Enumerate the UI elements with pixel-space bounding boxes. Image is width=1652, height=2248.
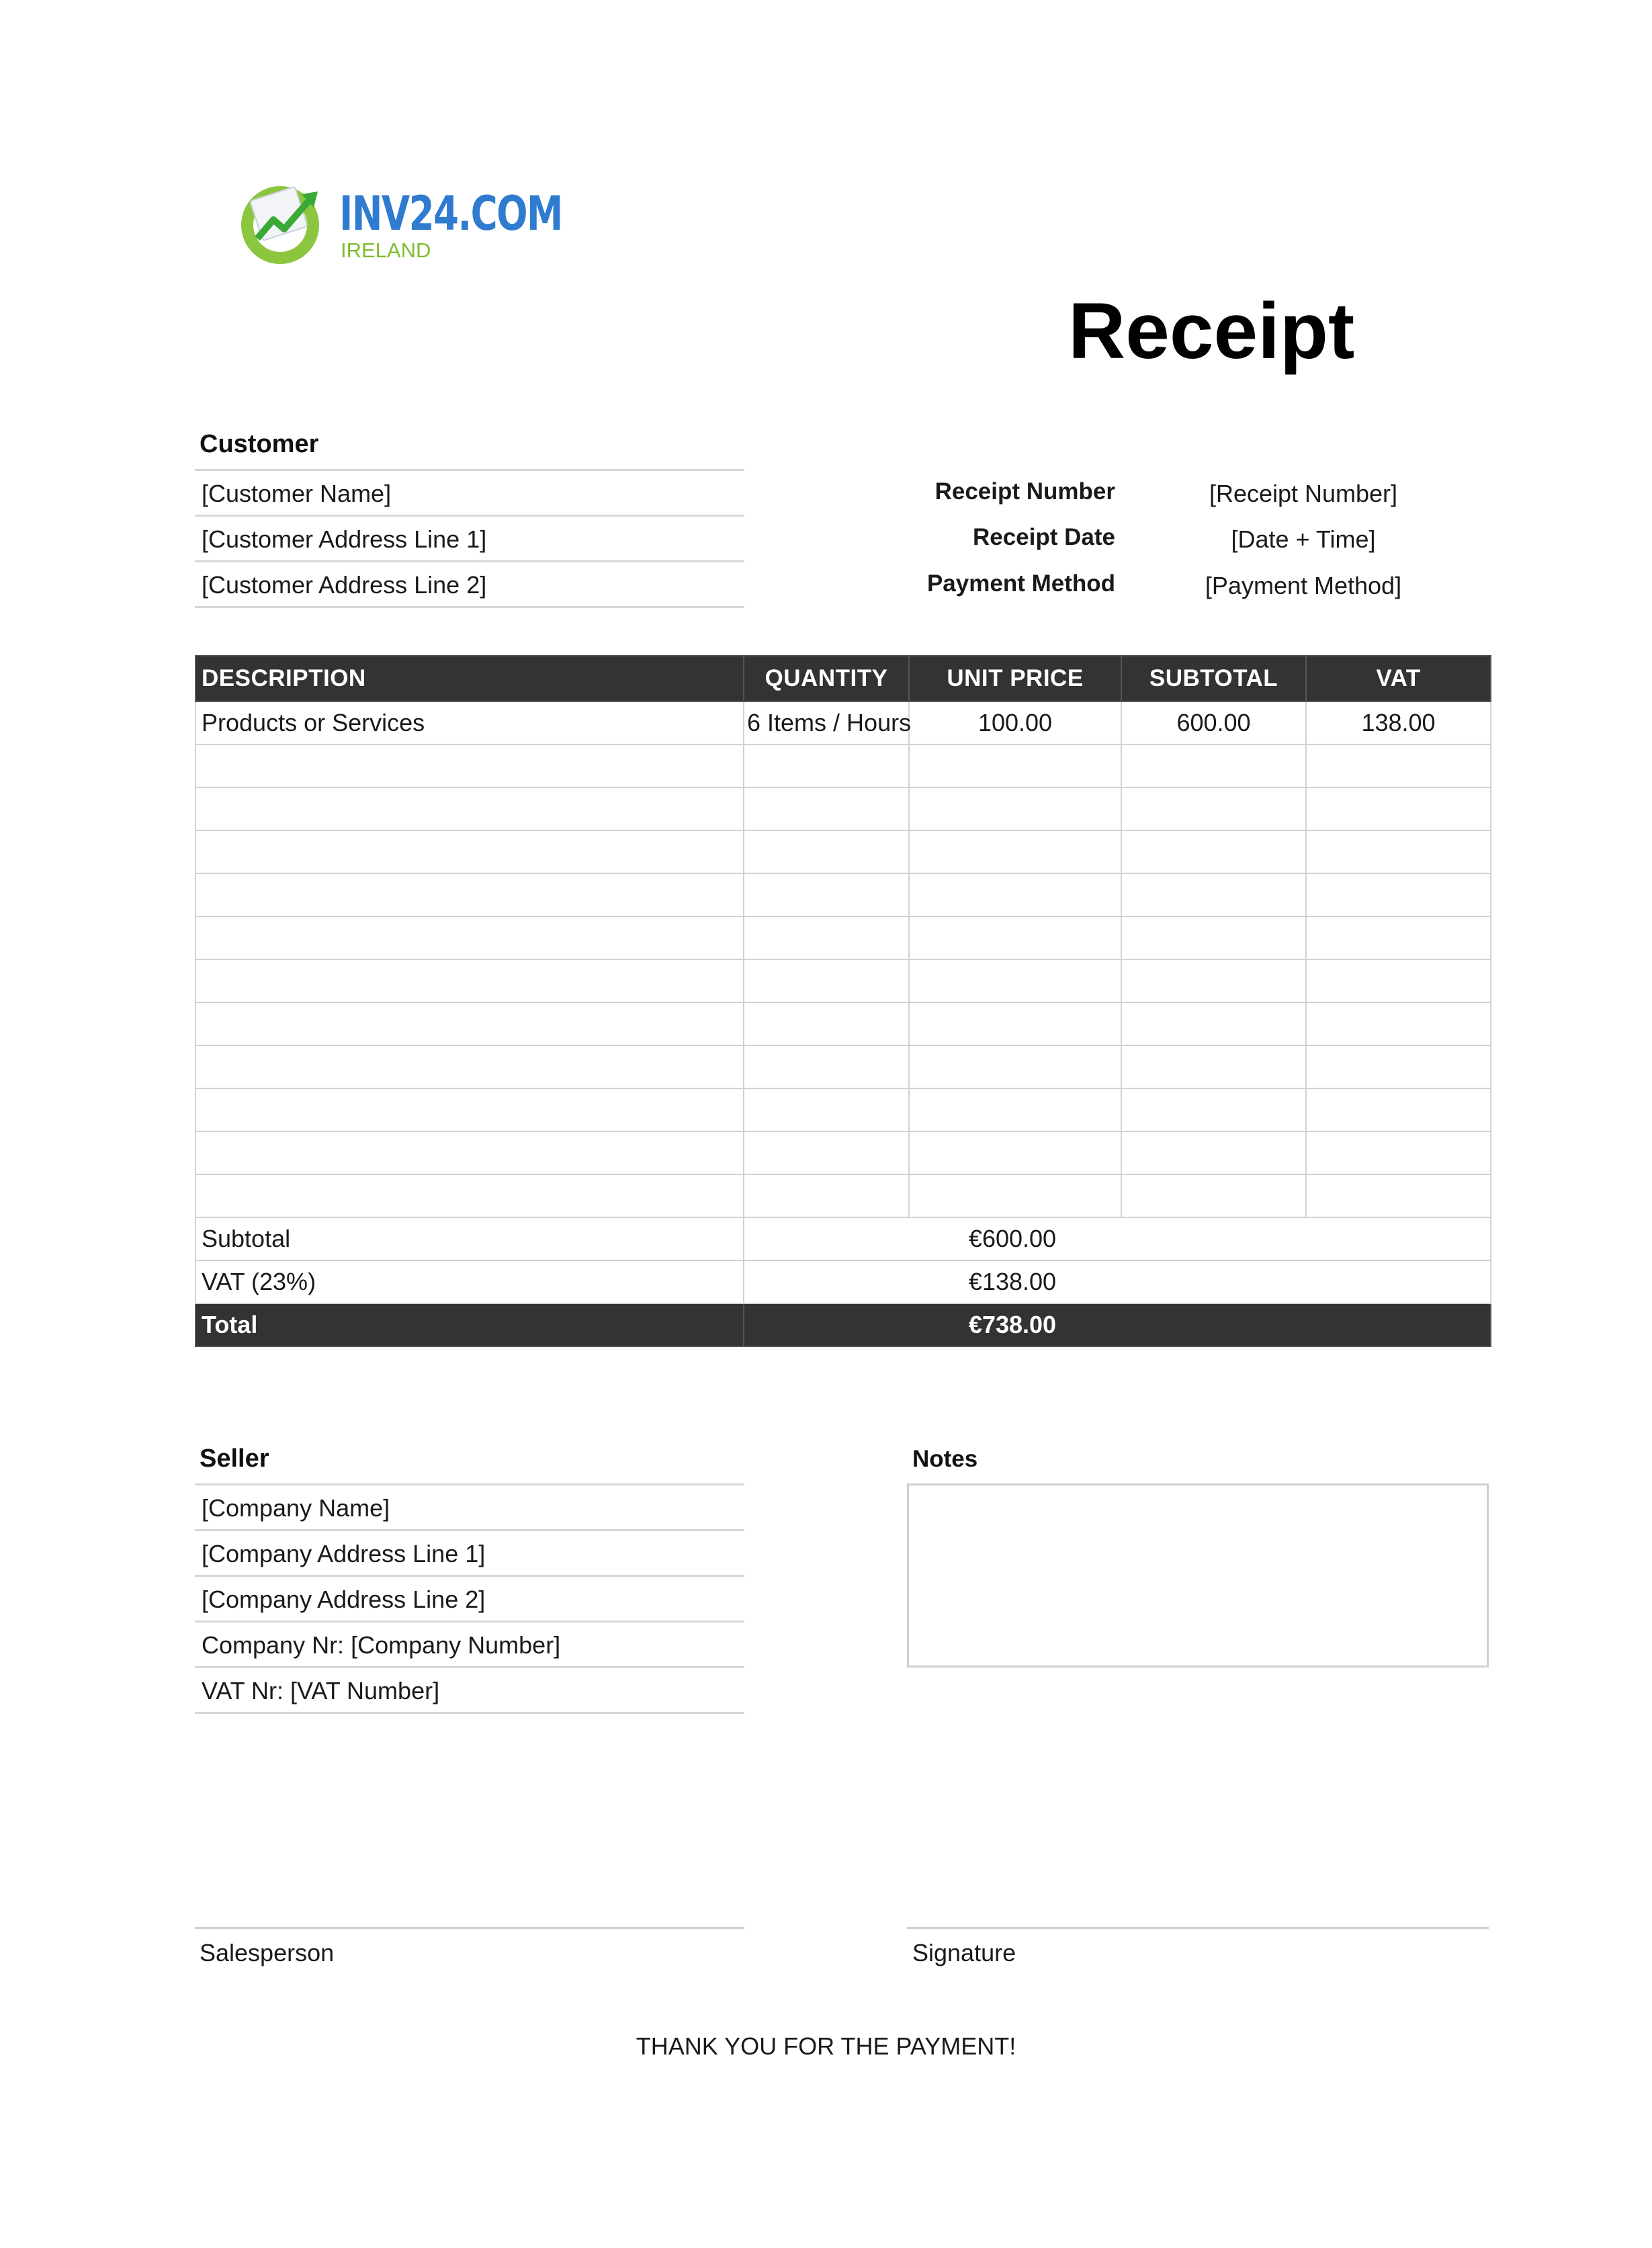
empty-cell bbox=[1121, 1045, 1306, 1088]
header-unit-price: UNIT PRICE bbox=[909, 656, 1121, 701]
signature-label: Signature bbox=[912, 1939, 1016, 1966]
total-value: €738.00 bbox=[744, 1303, 1491, 1346]
empty-row bbox=[195, 787, 1491, 830]
header-description: DESCRIPTION bbox=[195, 656, 744, 701]
seller-heading: Seller bbox=[200, 1444, 269, 1473]
empty-cell bbox=[1121, 830, 1306, 873]
empty-cell bbox=[909, 744, 1121, 787]
total-label: Total bbox=[195, 1303, 744, 1346]
receipt-number-label: Receipt Number bbox=[934, 478, 1115, 505]
empty-cell bbox=[744, 916, 909, 959]
seller-company-name: [Company Name] bbox=[195, 1485, 744, 1531]
empty-cell bbox=[909, 1174, 1121, 1217]
empty-cell bbox=[1306, 1045, 1491, 1088]
page-title: Receipt bbox=[1068, 287, 1355, 376]
empty-cell bbox=[909, 916, 1121, 959]
customer-address-line-1: [Customer Address Line 1] bbox=[195, 517, 744, 562]
header-vat: VAT bbox=[1306, 656, 1491, 701]
empty-cell bbox=[1306, 1088, 1491, 1131]
logo-subtitle: IRELAND bbox=[341, 239, 431, 262]
salesperson-label: Salesperson bbox=[200, 1939, 335, 1966]
empty-cell bbox=[1306, 1174, 1491, 1217]
empty-cell bbox=[1121, 744, 1306, 787]
notes-box[interactable] bbox=[907, 1483, 1489, 1668]
empty-cell bbox=[195, 1088, 744, 1131]
total-row bbox=[195, 1303, 1491, 1346]
empty-row bbox=[195, 1131, 1491, 1174]
empty-cell bbox=[195, 1045, 744, 1088]
empty-cell bbox=[744, 1131, 909, 1174]
subtotal-row bbox=[195, 1217, 1491, 1260]
item-vat: 138.00 bbox=[1306, 701, 1491, 744]
empty-cell bbox=[195, 1174, 744, 1217]
customer-heading: Customer bbox=[200, 430, 319, 458]
receipt-date-label: Receipt Date bbox=[972, 524, 1115, 550]
empty-cell bbox=[909, 1088, 1121, 1131]
payment-method-label: Payment Method bbox=[926, 570, 1115, 597]
item-subtotal: 600.00 bbox=[1121, 701, 1306, 744]
empty-cell bbox=[744, 1045, 909, 1088]
payment-method-value: [Payment Method] bbox=[1205, 572, 1402, 599]
empty-row bbox=[195, 744, 1491, 787]
empty-row bbox=[195, 959, 1491, 1002]
empty-cell bbox=[1306, 1131, 1491, 1174]
receipt-number-value: [Receipt Number] bbox=[1209, 480, 1398, 507]
notes-heading: Notes bbox=[912, 1446, 978, 1472]
empty-cell bbox=[909, 873, 1121, 916]
empty-row bbox=[195, 873, 1491, 916]
empty-cell bbox=[744, 1002, 909, 1045]
empty-cell bbox=[1306, 1002, 1491, 1045]
empty-cell bbox=[744, 959, 909, 1002]
empty-row bbox=[195, 830, 1491, 873]
empty-cell bbox=[1121, 1002, 1306, 1045]
empty-cell bbox=[1121, 1174, 1306, 1217]
empty-row bbox=[195, 1002, 1491, 1045]
empty-cell bbox=[1121, 959, 1306, 1002]
empty-row bbox=[195, 916, 1491, 959]
logo-icon bbox=[232, 171, 333, 272]
subtotal-value: €600.00 bbox=[744, 1217, 1491, 1260]
empty-cell bbox=[1121, 787, 1306, 830]
empty-cell bbox=[744, 744, 909, 787]
empty-cell bbox=[909, 1131, 1121, 1174]
empty-cell bbox=[195, 744, 744, 787]
empty-cell bbox=[195, 916, 744, 959]
thank-you-message: THANK YOU FOR THE PAYMENT! bbox=[636, 2032, 1016, 2060]
empty-cell bbox=[744, 787, 909, 830]
seller-address-line-1: [Company Address Line 1] bbox=[195, 1531, 744, 1577]
items-table bbox=[195, 655, 1491, 1347]
table-header-row bbox=[195, 656, 1491, 701]
empty-cell bbox=[1306, 744, 1491, 787]
empty-cell bbox=[744, 1174, 909, 1217]
vat-label: VAT (23%) bbox=[195, 1260, 744, 1303]
empty-cell bbox=[744, 830, 909, 873]
customer-address-line-2: [Customer Address Line 2] bbox=[195, 562, 744, 608]
empty-cell bbox=[744, 1088, 909, 1131]
empty-cell bbox=[744, 873, 909, 916]
empty-cell bbox=[1306, 916, 1491, 959]
empty-cell bbox=[1121, 873, 1306, 916]
empty-cell bbox=[195, 1131, 744, 1174]
empty-cell bbox=[909, 787, 1121, 830]
salesperson-line bbox=[195, 1927, 744, 1929]
empty-cell bbox=[1121, 1131, 1306, 1174]
empty-cell bbox=[1306, 830, 1491, 873]
empty-cell bbox=[909, 830, 1121, 873]
seller-address-line-2: [Company Address Line 2] bbox=[195, 1577, 744, 1623]
signature-line bbox=[907, 1927, 1489, 1929]
logo-name: INV24.COM bbox=[339, 186, 562, 241]
seller-company-number: Company Nr: [Company Number] bbox=[195, 1623, 744, 1668]
empty-row bbox=[195, 1174, 1491, 1217]
subtotal-label: Subtotal bbox=[195, 1217, 744, 1260]
empty-cell bbox=[909, 1045, 1121, 1088]
empty-cell bbox=[195, 873, 744, 916]
empty-cell bbox=[195, 787, 744, 830]
header-quantity: QUANTITY bbox=[744, 656, 909, 701]
empty-cell bbox=[1121, 1088, 1306, 1131]
empty-cell bbox=[1306, 787, 1491, 830]
item-description: Products or Services bbox=[195, 701, 744, 744]
item-quantity: 6 Items / Hours bbox=[744, 701, 909, 744]
empty-cell bbox=[1121, 916, 1306, 959]
empty-cell bbox=[195, 1002, 744, 1045]
vat-row bbox=[195, 1260, 1491, 1303]
table-row bbox=[195, 701, 1491, 744]
empty-cell bbox=[909, 959, 1121, 1002]
empty-cell bbox=[195, 959, 744, 1002]
empty-row bbox=[195, 1045, 1491, 1088]
header-subtotal: SUBTOTAL bbox=[1121, 656, 1306, 701]
company-logo bbox=[232, 171, 562, 272]
empty-cell bbox=[909, 1002, 1121, 1045]
empty-row bbox=[195, 1088, 1491, 1131]
customer-name: [Customer Name] bbox=[195, 471, 744, 517]
item-unit-price: 100.00 bbox=[909, 701, 1121, 744]
vat-value: €138.00 bbox=[744, 1260, 1491, 1303]
empty-cell bbox=[1306, 959, 1491, 1002]
seller-vat-number: VAT Nr: [VAT Number] bbox=[195, 1668, 744, 1714]
empty-cell bbox=[195, 830, 744, 873]
empty-cell bbox=[1306, 873, 1491, 916]
receipt-date-value: [Date + Time] bbox=[1231, 525, 1376, 553]
